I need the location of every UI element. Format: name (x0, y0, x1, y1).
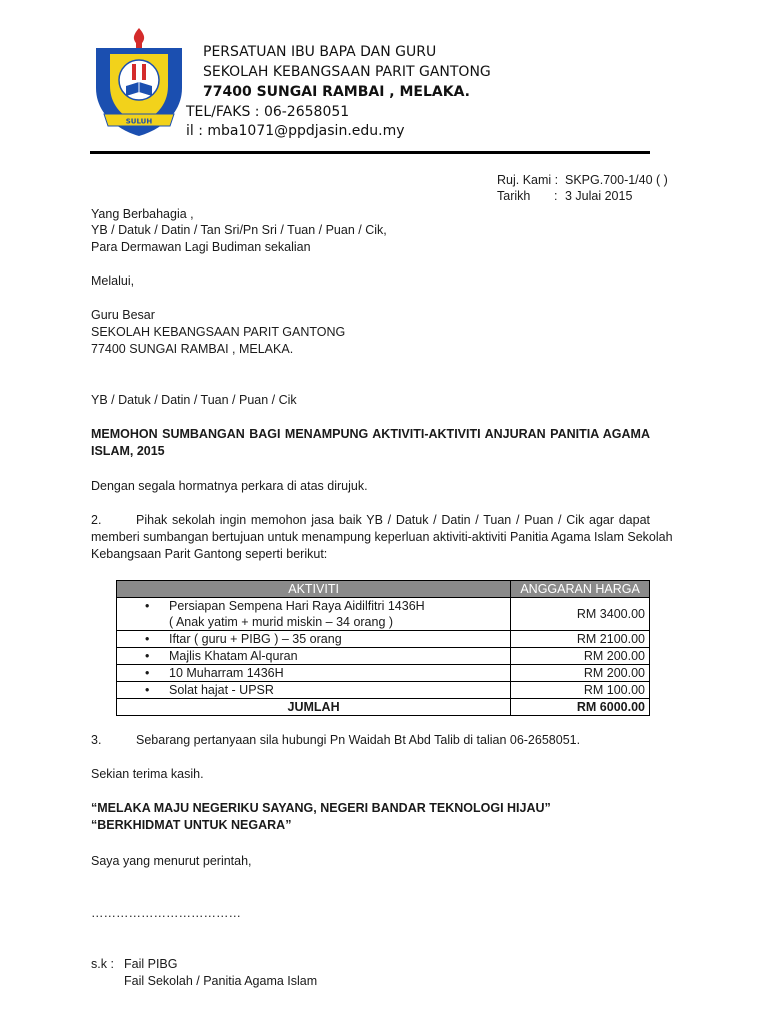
ref-label: Ruj. Kami : (497, 173, 559, 187)
ref-value: SKPG.700-1/40 ( ) (565, 173, 668, 187)
amount-cell: RM 200.00 (511, 665, 650, 682)
para3-number: 3. (91, 733, 102, 747)
table-row (117, 682, 650, 699)
school-name: SEKOLAH KEBANGSAAN PARIT GANTONG (203, 64, 491, 80)
activity-cell: • Solat hajat - UPSR (117, 682, 511, 699)
para2-line-2: memberi sumbangan bertujuan untuk menampung keperluan aktiviti-aktiviti Panitia Agama Islam Sekolah (91, 530, 673, 544)
amount-cell: RM 3400.00 (511, 598, 650, 631)
table-header-activity: AKTIVITI (117, 581, 511, 598)
date-value: 3 Julai 2015 (565, 189, 633, 203)
activity-cell (117, 598, 511, 631)
signature-line: ……………………………… (91, 906, 241, 920)
activity-name: • Persiapan Sempena Hari Raya Aidilfitri 1436H (169, 599, 425, 613)
cc-label: s.k : (91, 957, 114, 971)
motto-line-1: “MELAKA MAJU NEGERIKU SAYANG, NEGERI BANDAR TEKNOLOGI HIJAU” (91, 801, 551, 815)
school-email: il : mba1071@ppdjasin.edu.my (186, 123, 405, 139)
via-line-1: Guru Besar (91, 308, 155, 322)
activities-table (116, 580, 650, 716)
salutation: YB / Datuk / Datin / Tuan / Puan / Cik (91, 393, 297, 407)
via-line-2: SEKOLAH KEBANGSAAN PARIT GANTONG (91, 325, 346, 339)
amount-cell: RM 100.00 (511, 682, 650, 699)
sign-off: Saya yang menurut perintah, (91, 854, 252, 868)
svg-text:SULUH: SULUH (125, 117, 153, 126)
table-row (117, 648, 650, 665)
total-label: JUMLAH (117, 699, 511, 716)
closing-text: Sekian terima kasih. (91, 767, 204, 781)
amount-cell: RM 200.00 (511, 648, 650, 665)
para2-number: 2. (91, 513, 102, 527)
org-name: PERSATUAN IBU BAPA DAN GURU (203, 44, 437, 60)
via-line-3: 77400 SUNGAI RAMBAI , MELAKA. (91, 342, 294, 356)
table-row (117, 598, 650, 631)
activity-detail: ( Anak yatim + murid miskin – 34 orang ) (169, 615, 394, 629)
activity-cell: • 10 Muharram 1436H (117, 665, 511, 682)
school-address: 77400 SUNGAI RAMBAI , MELAKA. (203, 84, 470, 100)
table-row (117, 631, 650, 648)
date-label: Tarikh (497, 189, 531, 203)
subject-line-2: ISLAM, 2015 (91, 444, 165, 458)
para2-line-1: Pihak sekolah ingin memohon jasa baik YB / Datuk / Datin / Tuan / Puan / Cik agar dapat (136, 513, 650, 527)
table-header-amount: ANGGARAN HARGA (511, 581, 650, 598)
letterhead-divider (90, 151, 650, 154)
school-phone: TEL/FAKS : 06-2658051 (186, 104, 350, 120)
table-total-row (117, 699, 650, 716)
total-amount: RM 6000.00 (511, 699, 650, 716)
recipient-line-2: YB / Datuk / Datin / Tan Sri/Pn Sri / Tuan / Puan / Cik, (91, 223, 387, 237)
subject-line-1: MEMOHON SUMBANGAN BAGI MENAMPUNG AKTIVITI-AKTIVITI ANJURAN PANITIA AGAMA (91, 427, 650, 441)
activity-cell: • Iftar ( guru + PIBG ) – 35 orang (117, 631, 511, 648)
table-row (117, 665, 650, 682)
amount-cell: RM 2100.00 (511, 631, 650, 648)
cc-line-2: Fail Sekolah / Panitia Agama Islam (124, 974, 318, 988)
para3-text: Sebarang pertanyaan sila hubungi Pn Waidah Bt Abd Talib di talian 06-2658051. (136, 733, 581, 747)
opening-text: Dengan segala hormatnya perkara di atas dirujuk. (91, 479, 368, 493)
recipient-line-3: Para Dermawan Lagi Budiman sekalian (91, 240, 311, 254)
activity-cell: • Majlis Khatam Al-quran (117, 648, 511, 665)
via-label: Melalui, (91, 274, 135, 288)
school-logo (90, 26, 188, 138)
table-header-row (117, 581, 650, 598)
para2-line-3: Kebangsaan Parit Gantong seperti berikut: (91, 547, 328, 561)
cc-line-1: Fail PIBG (124, 957, 178, 971)
motto-line-2: “BERKHIDMAT UNTUK NEGARA” (91, 818, 292, 832)
recipient-line-1: Yang Berbahagia , (91, 207, 194, 221)
date-sep: : (554, 189, 558, 203)
